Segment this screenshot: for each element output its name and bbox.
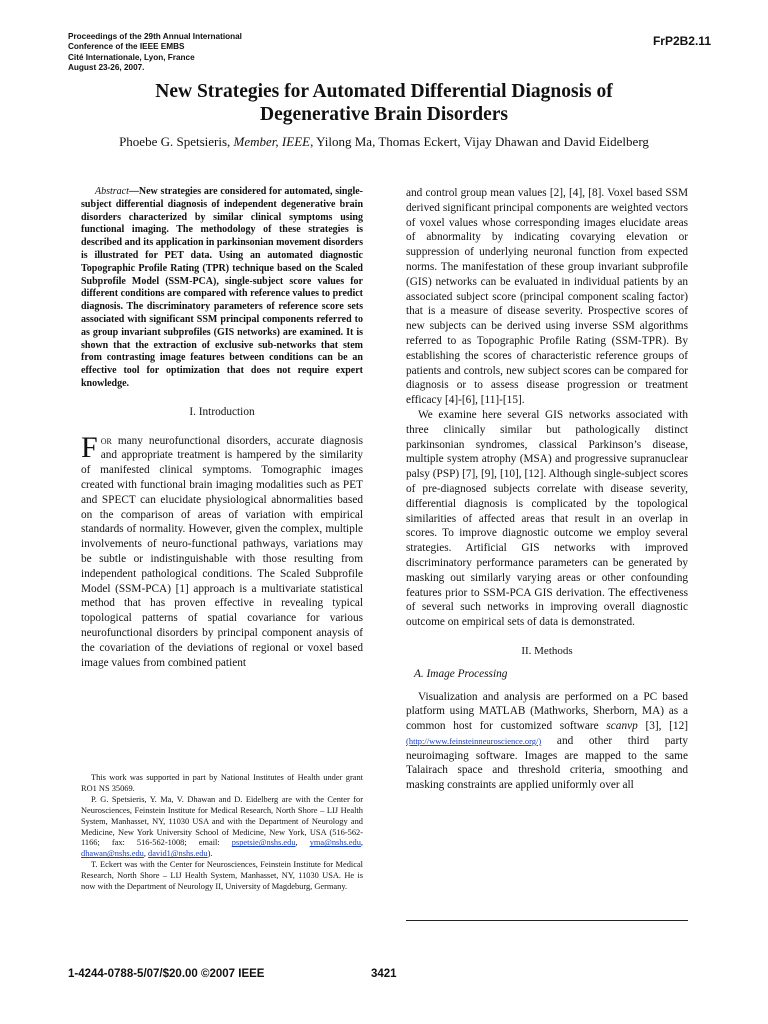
- methods-paragraph: [406, 690, 688, 794]
- left-column: [81, 186, 363, 670]
- email-link[interactable]: yma@nshs.edu: [309, 838, 361, 848]
- paper-title: [60, 80, 708, 126]
- column-divider-rule: [406, 920, 688, 921]
- email-link[interactable]: pspetsie@nshs.edu: [231, 838, 296, 848]
- section-heading-introduction: I. Introduction: [189, 405, 255, 418]
- email-link[interactable]: dhawan@nshs.edu: [81, 849, 144, 859]
- abstract-text: —New strategies are considered for automated, single-subject differential diagnosis of independent degenerative brain disorders characterized by similar clinical symptoms using functional imaging. The methodology of these strategies is described and its application in parkinsonian movement disorders is illustrated for PET data. Using an automated diagnostic Topographic Profile Rating (TPR) technique based on the Scaled Subprofile Model (SSM-PCA), single-subject score values for different conditions are compared with reference values to predict diagnosis. The discriminatory parameters of reference score sets associated with significant SSM principal components referred to as group invariant subprofiles (GIS networks) are examined. It is shown that the extraction of exclusive sub-networks that stem from contrasting image features between conditions can be an effective tool for optimization that does not require expert knowledge.: [81, 186, 363, 389]
- footnote-support: This work was supported in part by National Institutes of Health under grant RO1 NS 35069.: [81, 773, 363, 793]
- body-paragraph: We examine here several GIS networks associated with three clinically similar but pathologically distinct parkinsonian syndromes, classical Parkinson’s disease, multiple system atrophy (MSA) and progressive supranuclear palsy (PSP) [7], [9], [10], [12]. Although single-subject scores of pre-diagnosed subjects correlate with disease severity, differential diagnosis is complicated by the topological similarities of affected areas that result in an overlap in scores. To improve diagnostic outcome we employ several strategies. Artificial GIS networks with improved discriminatory performance parameters can be generated by masking out similarly varying areas or other confounding features prior to SSM-PCA GIS derivation. The effectiveness of several such networks in improving overall diagnostic outcome on empirical sets of data is demonstrated.: [406, 408, 688, 629]
- methods-citation: [3], [12]: [637, 720, 688, 733]
- title-line: Degenerative Brain Disorders: [259, 104, 509, 125]
- intro-paragraph: [81, 430, 363, 671]
- body-paragraph: and control group mean values [2], [4], [8]. Voxel based SSM derived significant principal components are weighted vectors of voxel values whose corresponding images elucidate areas of abnormality by indicating covarying elevation or suppression of underlying neuronal function from expected norms. The manifestation of these group invariant subprofile (GIS) networks can be evaluated in individual patients by an associated subject score (principal component scaling factor) that is a measure of disease severity. Prospective scores of new subjects can be derived using inverse SSM algorithms referred to as Topographic Profile Rating (SSM-TPR). By establishing the scores of characteristic reference groups of patients and controls, new subject scores can be compared for diagnosis or to assess disease progression or treatment efficacy [4]-[6], [11]-[15].: [406, 187, 688, 407]
- footnotes: [81, 773, 363, 893]
- right-column: [406, 186, 688, 793]
- proceedings-line: Proceedings of the 29th Annual International: [68, 32, 242, 41]
- author-first: Phoebe G. Spetsieris,: [119, 134, 234, 149]
- intro-smallcaps: or: [100, 434, 112, 447]
- title-line: New Strategies for Automated Differential Diagnosis of: [155, 81, 613, 102]
- page-number: 3421: [371, 968, 397, 980]
- footnote-eckert: T. Eckert was with the Center for Neurosciences, Feinstein Institute for Medical Research, North Shore – LIJ Health System, Manhasset, NY, 11030 USA. He is now with the Department of Neurology II, University of Magdeburg, Germany.: [81, 860, 363, 892]
- methods-text-cont: and other third party neuroimaging software. Images are mapped to the same Talairach space and threshold criteria, smoothing and masking constraints are applied uniformly over all: [406, 734, 688, 792]
- author-membership: Member, IEEE: [233, 134, 311, 149]
- subsection-heading: A. Image Processing: [414, 667, 508, 680]
- proceedings-line: August 23-26, 2007.: [68, 62, 145, 72]
- proceedings-info: [68, 32, 388, 73]
- methods-text: Visualization and analysis are performed on a PC based platform using MATLAB (Mathworks, Sherborn, MA) as a common host for customized software: [406, 690, 688, 733]
- drop-cap: F: [81, 430, 98, 464]
- proceedings-line: Conference of the IEEE EMBS: [68, 42, 185, 52]
- paper-id: FrP2B2.11: [652, 34, 711, 48]
- copyright-notice: 1-4244-0788-5/07/$20.00 ©2007 IEEE: [68, 968, 265, 980]
- url-link[interactable]: (http://www.feinsteinneuroscience.org/): [406, 735, 542, 746]
- abstract: [81, 186, 363, 391]
- intro-text: many neurofunctional disorders, accurate diagnosis and appropriate treatment is hampered by the similarity of manifested clinical symptoms. Tomographic images created with functional brain imaging modalities such as PET and SPECT can elucidate physiological abnormalities based on the comparison of areas of variation with empirical standards of normality. However, given the complex, multiple involvements of neuro-functional pathways, variations may be subtle or indistinguishable with those resulting from independent pathological conditions. The Scaled Subprofile Model (SSM-PCA) [1] approach is a multivariate statistical method that has proven effective in revealing typical topological patterns of spatial covariance for various neurofunctional disorders by principal component anaysis of the covariation of the deviations of regional or voxel based image values from combined patient: [81, 434, 363, 669]
- abstract-lead: Abstract: [95, 186, 129, 197]
- proceedings-line: Cité Internationale, Lyon, France: [68, 52, 195, 62]
- footnote-affiliation: P. G. Spetsieris, Y. Ma, V. Dhawan and D. Eidelberg are with the Center for Neurosciences, Feinstein Institute for Medical Research, North Shore – LIJ Health System, Manhasset, NY, 11030 USA and with the Department of Neurology and Medicine, New York University School of Medicine, New York, USA (516-562-1166; fax: 516-562-1008; email: pspetsie@nshs.edu, yma@nshs.edu, dhawan@nshs.edu, david1@nshs.edu).: [81, 794, 363, 859]
- section-heading-methods: II. Methods: [521, 644, 573, 657]
- footnote-affiliation-text: P. G. Spetsieris, Y. Ma, V. Dhawan and D. Eidelberg are with the Center for Neurosciences, Feinstein Institute for Medical Research, North Shore – LIJ Health System, Manhasset, NY, 11030 USA and with the Department of Neurology and Medicine, New York University School of Medicine, New York, USA (516-562-1166; fax: 516-562-1008; email:: [81, 794, 363, 848]
- email-link[interactable]: david1@nshs.edu: [148, 849, 208, 859]
- author-rest: , Yilong Ma, Thomas Eckert, Vijay Dhawan and David Eidelberg: [310, 134, 649, 149]
- author-list: [60, 134, 708, 150]
- software-name: scanvp: [606, 720, 638, 733]
